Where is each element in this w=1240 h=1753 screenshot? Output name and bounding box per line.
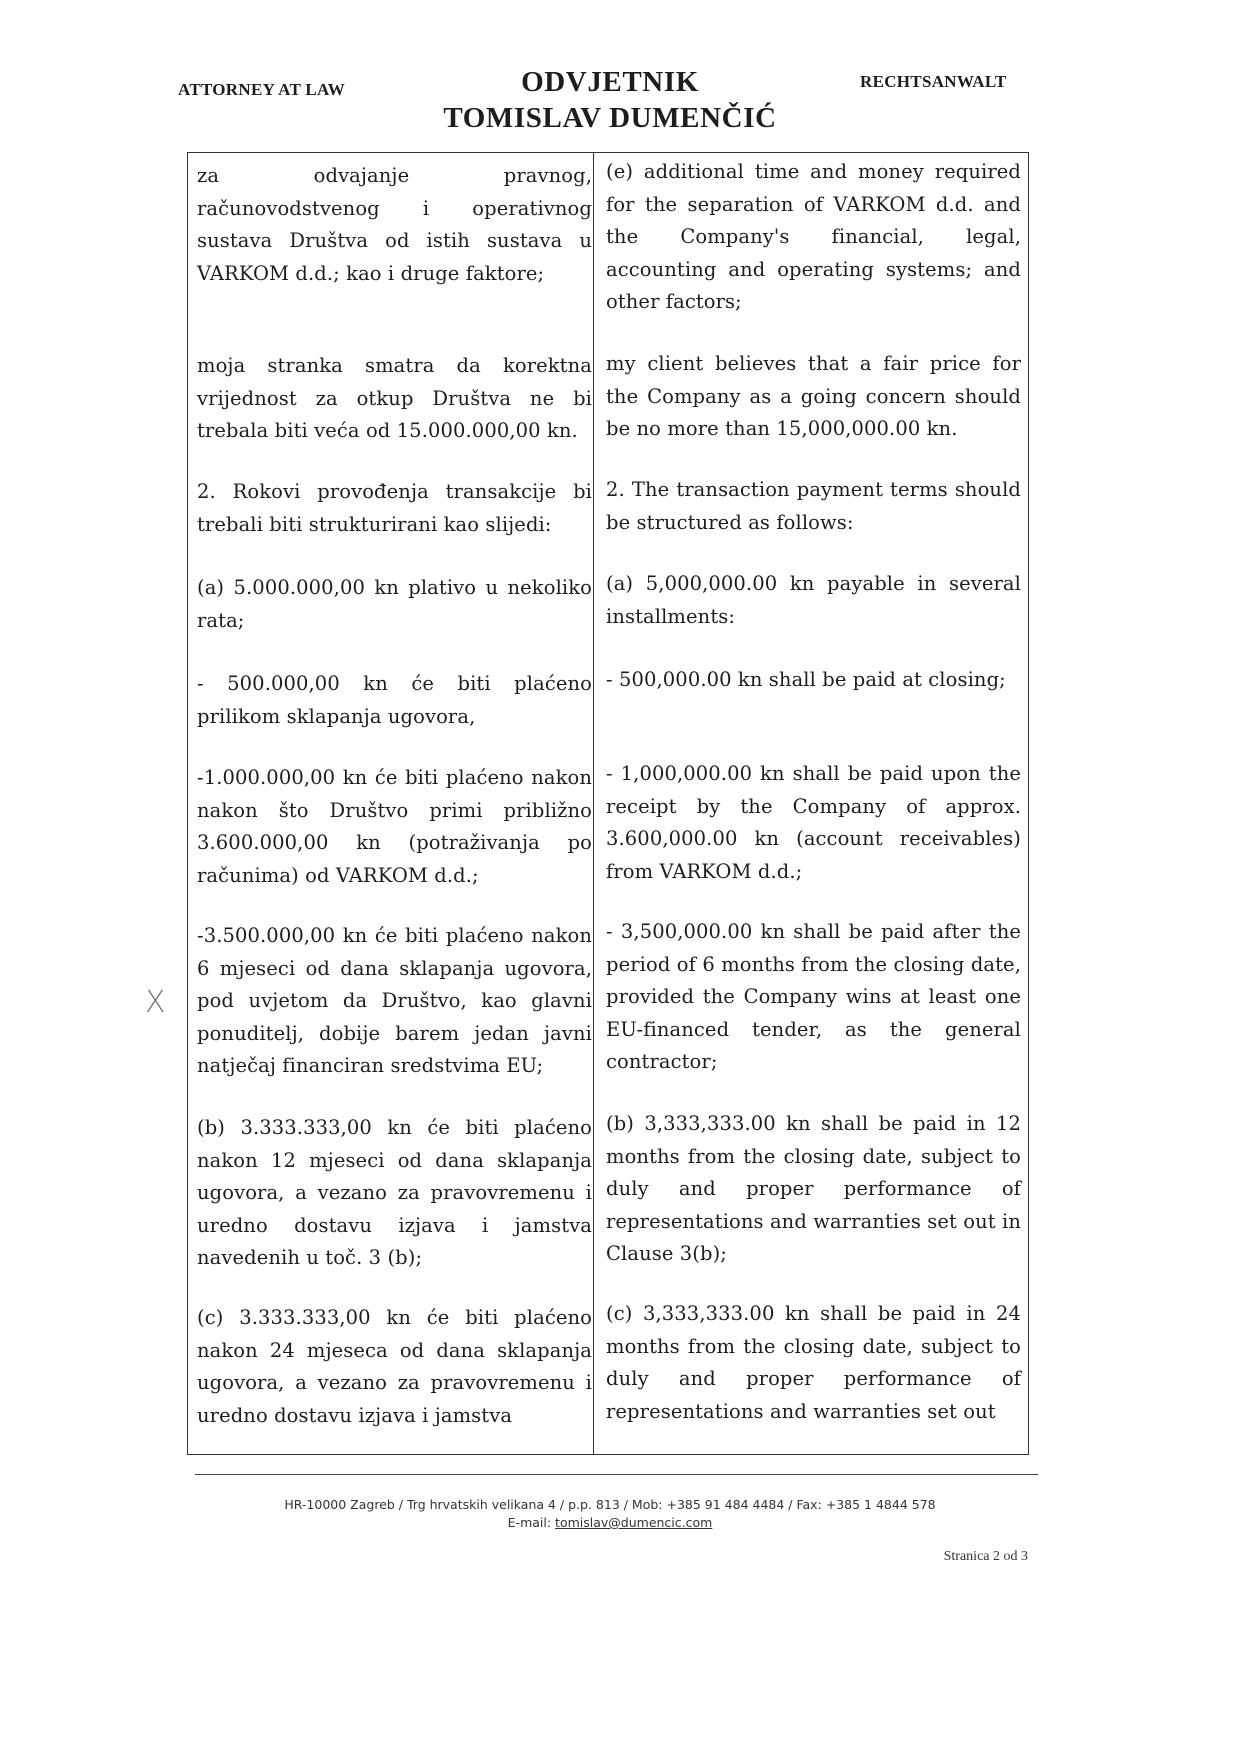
para-hr-fair-price: moja stranka smatra da korektna vrijednost za otkup Društva ne bi trebala biti veća od 15.000.000,00 kn. — [197, 354, 592, 442]
para-en-payment-terms: 2. The transaction payment terms should be structured as follows: — [606, 478, 1021, 534]
header-title-line1: ODVJETNIK — [521, 66, 699, 98]
para-en-receivables-payment: - 1,000,000.00 kn shall be paid upon the receipt by the Company of approx. 3.600,000.00 kn (account receivables) from VARKOM d.d.; — [606, 762, 1021, 883]
para-en-item-a: (a) 5,000,000.00 kn payable in several installments: — [606, 572, 1021, 628]
footer-email-label: E-mail: — [507, 1515, 552, 1530]
margin-x-mark: X — [145, 985, 166, 1020]
footer-email-link[interactable]: tomislav@dumencic.com — [555, 1515, 713, 1530]
para-hr-tender-payment: -3.500.000,00 kn će biti plaćeno nakon 6 mjeseci od dana sklapanja ugovora, pod uvjetom da Društvo, kao glavni ponuditelj, dobije barem jedan javni natječaj financiran sredstvima EU; — [197, 924, 592, 1077]
footer-address: HR-10000 Zagreb / Trg hrvatskih velikana 4 / p.p. 813 / Mob: +385 91 484 4484 / Fax: +385 1 4844 578 — [284, 1497, 936, 1512]
footer-rule — [195, 1474, 1038, 1475]
page-number: Stranica 2 od 3 — [943, 1549, 1028, 1564]
header-left-label: ATTORNEY AT LAW — [178, 80, 345, 99]
para-hr-payment-terms: 2. Rokovi provođenja transakcije bi trebali biti strukturirani kao slijedi: — [197, 480, 592, 536]
para-en-item-b: (b) 3,333,333.00 kn shall be paid in 12 months from the closing date, subject to duly and proper performance of representations and warranties set out in Clause 3(b); — [606, 1112, 1021, 1265]
para-en-fair-price: my client believes that a fair price for the Company as a going concern should be no more than 15,000,000.00 kn. — [606, 352, 1021, 440]
header-title — [420, 64, 800, 136]
para-en-closing-payment: - 500,000.00 kn shall be paid at closing; — [606, 668, 1006, 691]
para-en-item-c: (c) 3,333,333.00 kn shall be paid in 24 months from the closing date, subject to duly and proper performance of representations and warranties set out — [606, 1302, 1021, 1423]
para-hr-separation: za odvajanje pravnog, računovodstvenog i operativnog sustava Društva od istih sustava u VARKOM d.d.; kao i druge faktore; — [197, 164, 592, 285]
para-hr-closing-payment: - 500.000,00 kn će biti plaćeno prilikom sklapanja ugovora, — [197, 672, 592, 728]
header-right-label: RECHTSANWALT — [860, 72, 1007, 91]
para-hr-item-b: (b) 3.333.333,00 kn će biti plaćeno nakon 12 mjeseci od dana sklapanja ugovora, a vezano za pravovremenu i uredno dostavu izjava i jamstva navedenih u toč. 3 (b); — [197, 1116, 592, 1269]
para-hr-receivables-payment: -1.000.000,00 kn će biti plaćeno nakon nakon što Društvo primi približno 3.600.000,00 kn (potraživanja po računima) od VARKOM d.d.; — [197, 766, 592, 887]
footer-address-block — [150, 1496, 1070, 1532]
para-en-separation: (e) additional time and money required for the separation of VARKOM d.d. and the Company's financial, legal, accounting and operating systems; and other factors; — [606, 160, 1021, 313]
para-hr-item-a: (a) 5.000.000,00 kn plativo u nekoliko rata; — [197, 576, 592, 632]
header-title-line2: TOMISLAV DUMENČIĆ — [443, 102, 777, 134]
para-hr-item-c: (c) 3.333.333,00 kn će biti plaćeno nakon 24 mjeseca od dana sklapanja ugovora, a vezano za pravovremenu i uredno dostavu izjava i jamstva — [197, 1306, 592, 1427]
para-en-tender-payment: - 3,500,000.00 kn shall be paid after the period of 6 months from the closing date, provided the Company wins at least one EU-financed tender, as the general contractor; — [606, 920, 1021, 1073]
footer-email-line — [150, 1514, 1070, 1532]
